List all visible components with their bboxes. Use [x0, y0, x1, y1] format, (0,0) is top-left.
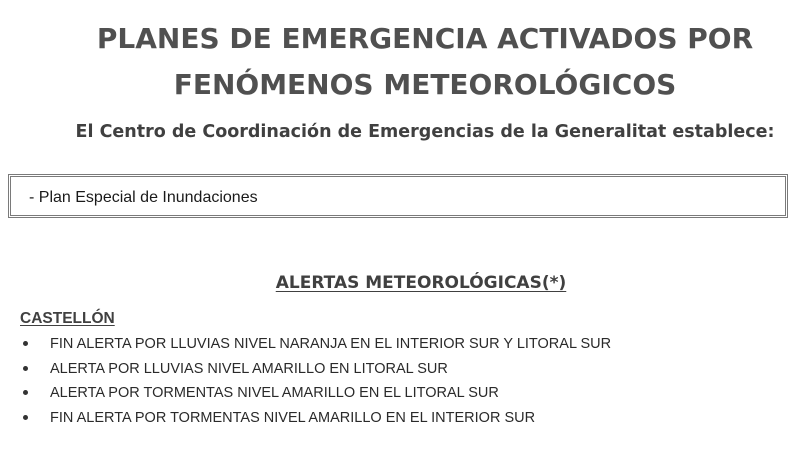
alerts-heading: ALERTAS METEOROLÓGICAS(*) [275, 273, 567, 293]
bullet-icon [23, 415, 28, 420]
active-plan-text: - Plan Especial de Inundaciones [29, 189, 258, 206]
bullet-icon [23, 341, 28, 346]
page-title-line-1: PLANES DE EMERGENCIA ACTIVADOS POR [96, 22, 754, 55]
alert-item-text: ALERTA POR LLUVIAS NIVEL AMARILLO EN LITORAL SUR [50, 360, 448, 377]
page-subtitle: El Centro de Coordinación de Emergencias de la Generalitat establece: [75, 122, 775, 142]
page-title-line-2: FENÓMENOS METEOROLÓGICOS [173, 68, 677, 101]
bullet-icon [23, 366, 28, 371]
bullet-icon [23, 390, 28, 395]
active-plan-box [8, 174, 788, 218]
alert-item-text: FIN ALERTA POR LLUVIAS NIVEL NARANJA EN EL INTERIOR SUR Y LITORAL SUR [50, 336, 612, 352]
alert-item-text: FIN ALERTA POR TORMENTAS NIVEL AMARILLO EN EL INTERIOR SUR [50, 409, 536, 426]
alert-item-text: ALERTA POR TORMENTAS NIVEL AMARILLO EN EL LITORAL SUR [50, 385, 499, 401]
province-heading: CASTELLÓN [20, 310, 115, 327]
